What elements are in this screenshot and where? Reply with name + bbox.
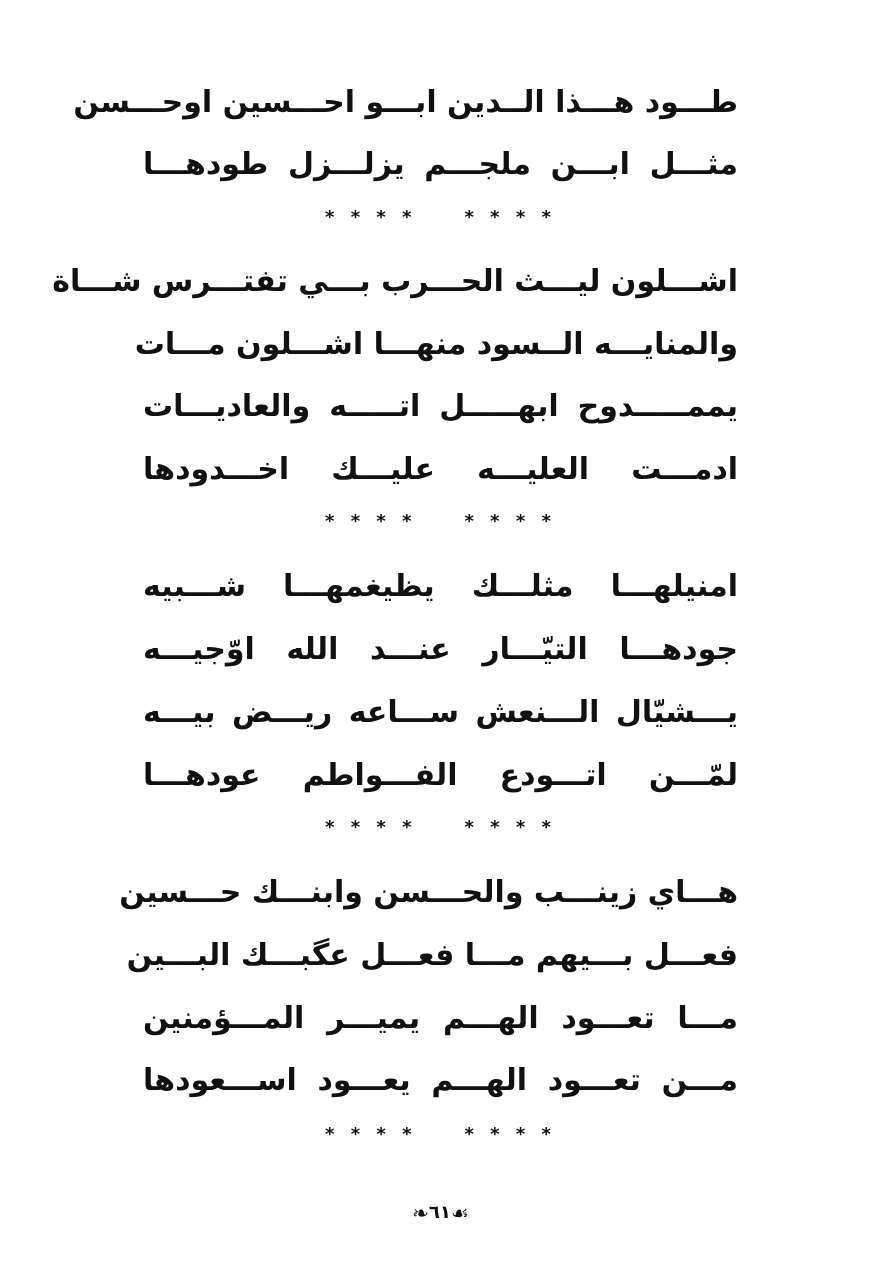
ornament-left-icon: ❧ [412, 1201, 429, 1225]
verse-line: مثـــل ابـــن ملجـــم يزلـــزل طودهـــا [143, 147, 738, 182]
page-number [0, 1198, 881, 1228]
verse-line: هـــاي زينـــب والحـــسن وابنـــك حـــسين [119, 875, 738, 910]
verse-line: امنيلهـــا مثلـــك يظيغمهـــا شـــبيه [143, 569, 738, 604]
verse-line: طـــود هـــذا الــدين ابـــو احـــسين اوحـــسن [73, 85, 738, 120]
verse-line: ادمـــت العليـــه عليـــك اخـــدودها [143, 452, 738, 487]
verse-line: مـــا تعـــود الهـــم يميـــر المـــؤمنين [143, 1001, 738, 1036]
separator-stars-right: * * * * [464, 207, 556, 228]
separator-stars-left: * * * * [325, 817, 417, 838]
verse-line: والمنايـــه الــسود منهـــا اشـــلون مـــات [134, 327, 738, 362]
verse-line: يممـــــدوح ابهـــــل اتـــــه والعاديـــات [143, 389, 738, 424]
stanza-separator [0, 818, 881, 838]
separator-stars-right: * * * * [464, 511, 556, 532]
separator-stars-left: * * * * [325, 511, 417, 532]
ornament-right-icon: ☙ [450, 1201, 469, 1225]
separator-stars-right: * * * * [464, 1124, 556, 1145]
page-number-value: ٦١ [428, 1202, 451, 1223]
verse-line: لمّـــن اتـــودع الفـــواطم عودهـــا [143, 758, 738, 793]
verse-line: فعـــل بـــيهم مـــا فعـــل عگبـــك البـــين [126, 938, 738, 973]
stanza-separator [0, 512, 881, 532]
stanza-separator [0, 1125, 881, 1145]
separator-stars-left: * * * * [325, 1124, 417, 1145]
separator-stars-right: * * * * [464, 817, 556, 838]
verse-line: يـــشيّال الـــنعش ســـاعه ريـــض بيـــه [143, 695, 738, 730]
stanza-separator [0, 208, 881, 228]
verse-line: اشـــلون ليـــث الحـــرب بـــي تفتـــرس شـــاة [52, 264, 738, 299]
verse-line: جودهـــا التيّـــار عنـــد الله اوّجيـــه [143, 632, 738, 667]
verse-line: مـــن تعـــود الهـــم يعـــود اســـعودها [143, 1063, 738, 1098]
separator-stars-left: * * * * [325, 207, 417, 228]
